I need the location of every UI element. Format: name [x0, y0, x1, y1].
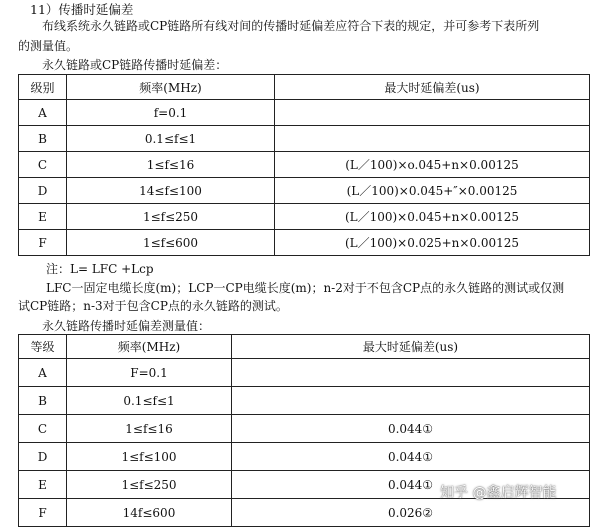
table1-caption: 永久链路或CP链路传播时延偏差：	[42, 58, 228, 72]
class-cell: F	[19, 499, 67, 527]
table-row	[19, 230, 590, 256]
section-heading: 11）传播时延偏差	[30, 2, 134, 17]
note-definition-line-2: 试CP链路；n-3对于包含CP点的永久链路的测试。	[18, 299, 288, 313]
frequency-cell: 14≤f≤100	[67, 178, 275, 204]
class-cell: B	[19, 387, 67, 415]
skew-limit-table	[18, 74, 590, 256]
header-cell: 级别	[19, 75, 67, 100]
table-header-row	[19, 75, 590, 100]
skew-cell: (L／100)×0.045+n×0.00125	[275, 204, 590, 230]
frequency-cell: f=0.1	[67, 100, 275, 126]
class-cell: C	[19, 415, 67, 443]
class-cell: A	[19, 100, 67, 126]
table-row	[19, 178, 590, 204]
class-cell: A	[19, 359, 67, 387]
table-row	[19, 204, 590, 230]
note-definition-line-1: LFC一固定电缆长度(m)；LCP一CP电缆长度(m)；n-2对于不包含CP点的永久链路的测试或仅测	[46, 281, 565, 295]
watermark: 知乎 @鑫启辉智能	[440, 485, 557, 501]
class-cell: B	[19, 126, 67, 152]
skew-cell: (L／100)×0.045+″×0.00125	[275, 178, 590, 204]
intro-paragraph-line-1: 布线系统永久链路或CP链路所有线对间的传播时延偏差应符合下表的规定，并可参考下表所列	[42, 19, 540, 33]
frequency-cell: 0.1≤f≤1	[67, 387, 232, 415]
frequency-cell: 1≤f≤250	[67, 471, 232, 499]
header-cell: 最大时延偏差(us)	[232, 335, 590, 359]
table-row	[19, 499, 590, 527]
frequency-cell: 1≤f≤16	[67, 415, 232, 443]
note-formula: 注：L= LFC +Lcp	[46, 262, 154, 276]
header-cell: 等级	[19, 335, 67, 359]
table-header-row	[19, 335, 590, 359]
skew-cell	[232, 387, 590, 415]
table-row	[19, 126, 590, 152]
table-row	[19, 152, 590, 178]
skew-cell: 0.026②	[232, 499, 590, 527]
skew-cell: (L／100)×o.045+n×0.00125	[275, 152, 590, 178]
table-row	[19, 359, 590, 387]
class-cell: E	[19, 471, 67, 499]
table-row	[19, 387, 590, 415]
skew-cell: 0.044①	[232, 443, 590, 471]
frequency-cell: 14f≤600	[67, 499, 232, 527]
frequency-cell: F=0.1	[67, 359, 232, 387]
frequency-cell: 1≤f≤100	[67, 443, 232, 471]
intro-paragraph-line-2: 的测量值。	[18, 39, 79, 53]
table-row	[19, 415, 590, 443]
table2-caption: 永久链路传播时延偏差测量值：	[42, 319, 211, 333]
table-row	[19, 443, 590, 471]
header-cell: 频率(MHz)	[67, 75, 275, 100]
header-cell: 最大时延偏差(us)	[275, 75, 590, 100]
skew-cell: 0.044①	[232, 415, 590, 443]
skew-cell	[275, 126, 590, 152]
class-cell: E	[19, 204, 67, 230]
class-cell: D	[19, 443, 67, 471]
class-cell: F	[19, 230, 67, 256]
frequency-cell: 1≤f≤16	[67, 152, 275, 178]
table-row	[19, 100, 590, 126]
class-cell: C	[19, 152, 67, 178]
frequency-cell: 1≤f≤600	[67, 230, 275, 256]
skew-cell: 0.044①	[232, 471, 590, 499]
skew-cell	[275, 100, 590, 126]
skew-cell	[232, 359, 590, 387]
skew-cell: (L／100)×0.025+n×0.00125	[275, 230, 590, 256]
frequency-cell: 0.1≤f≤1	[67, 126, 275, 152]
header-cell: 频率(MHz)	[67, 335, 232, 359]
frequency-cell: 1≤f≤250	[67, 204, 275, 230]
class-cell: D	[19, 178, 67, 204]
